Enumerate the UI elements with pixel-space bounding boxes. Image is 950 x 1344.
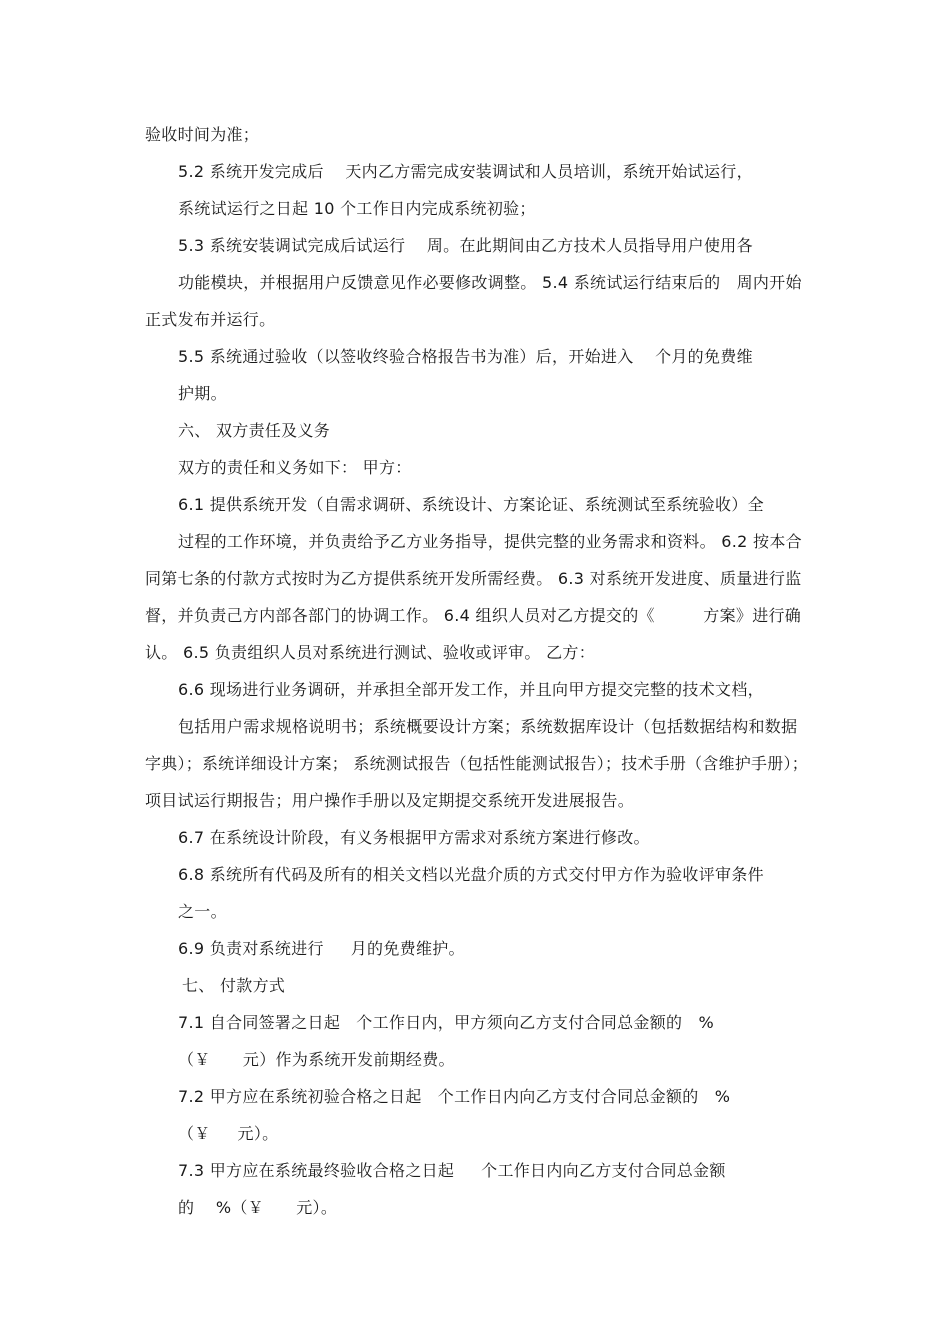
text-line: 正式发布并运行。 [145, 310, 276, 329]
section-heading-6: 六、 双方责任及义务 [178, 421, 331, 440]
clause-6-7: 6.7 在系统设计阶段，有义务根据甲方需求对系统方案进行修改。 [178, 828, 650, 847]
clause-6-2: 过程的工作环境，并负责给予乙方业务指导，提供完整的业务需求和资料。 6.2 按本合 [178, 532, 802, 551]
clause-7-3: 7.3 甲方应在系统最终验收合格之日起 个工作日内向乙方支付合同总金额 [178, 1161, 726, 1180]
text-line: （￥ 元）作为系统开发前期经费。 [178, 1050, 455, 1069]
clause-6-4: 督，并负责己方内部各部门的协调工作。 6.4 组织人员对乙方提交的《 方案》进行确 [145, 606, 802, 625]
text-line: 验收时间为准； [145, 125, 260, 144]
clause-6-6: 6.6 现场进行业务调研，并承担全部开发工作，并且向甲方提交完整的技术文档， [178, 680, 764, 699]
clause-6-8: 6.8 系统所有代码及所有的相关文档以光盘介质的方式交付甲方作为验收评审条件 [178, 865, 764, 884]
clause-6-9: 6.9 负责对系统进行 月的免费维护。 [178, 939, 465, 958]
clause-5-3: 5.3 系统安装调试完成后试运行 周。在此期间由乙方技术人员指导用户使用各 [178, 236, 753, 255]
text-line: 双方的责任和义务如下： 甲方： [178, 458, 412, 477]
clause-5-2: 5.2 系统开发完成后 天内乙方需完成安装调试和人员培训，系统开始试运行， [178, 162, 753, 181]
clause-5-5: 5.5 系统通过验收（以签收终验合格报告书为准）后，开始进入 个月的免费维 [178, 347, 753, 366]
text-line: （￥ 元）。 [178, 1124, 279, 1143]
section-heading-7: 七、 付款方式 [182, 976, 286, 995]
text-line: 之一。 [178, 902, 227, 921]
text-line: 的 %（￥ 元）。 [178, 1198, 338, 1217]
clause-7-1: 7.1 自合同签署之日起 个工作日内，甲方须向乙方支付合同总金额的 % [178, 1013, 714, 1032]
clause-7-2: 7.2 甲方应在系统初验合格之日起 个工作日内向乙方支付合同总金额的 % [178, 1087, 731, 1106]
text-line: 项目试运行期报告；用户操作手册以及定期提交系统开发进展报告。 [145, 791, 635, 810]
clause-6-3: 同第七条的付款方式按时为乙方提供系统开发所需经费。 6.3 对系统开发进度、质量进行监 [145, 569, 802, 588]
clause-6-1: 6.1 提供系统开发（自需求调研、系统设计、方案论证、系统测试至系统验收）全 [178, 495, 764, 514]
text-line: 护期。 [178, 384, 227, 403]
text-line: 字典）；系统详细设计方案； 系统测试报告（包括性能测试报告）；技术手册（含维护手册）； [145, 754, 809, 773]
text-line: 系统试运行之日起 10 个工作日内完成系统初验； [178, 199, 536, 218]
clause-6-5: 认。 6.5 负责组织人员对系统进行测试、验收或评审。 乙方： [145, 643, 596, 662]
text-line: 包括用户需求规格说明书；系统概要设计方案；系统数据库设计（包括数据结构和数据 [178, 717, 798, 736]
clause-5-4: 功能模块，并根据用户反馈意见作必要修改调整。 5.4 系统试运行结束后的 周内开始 [178, 273, 802, 292]
